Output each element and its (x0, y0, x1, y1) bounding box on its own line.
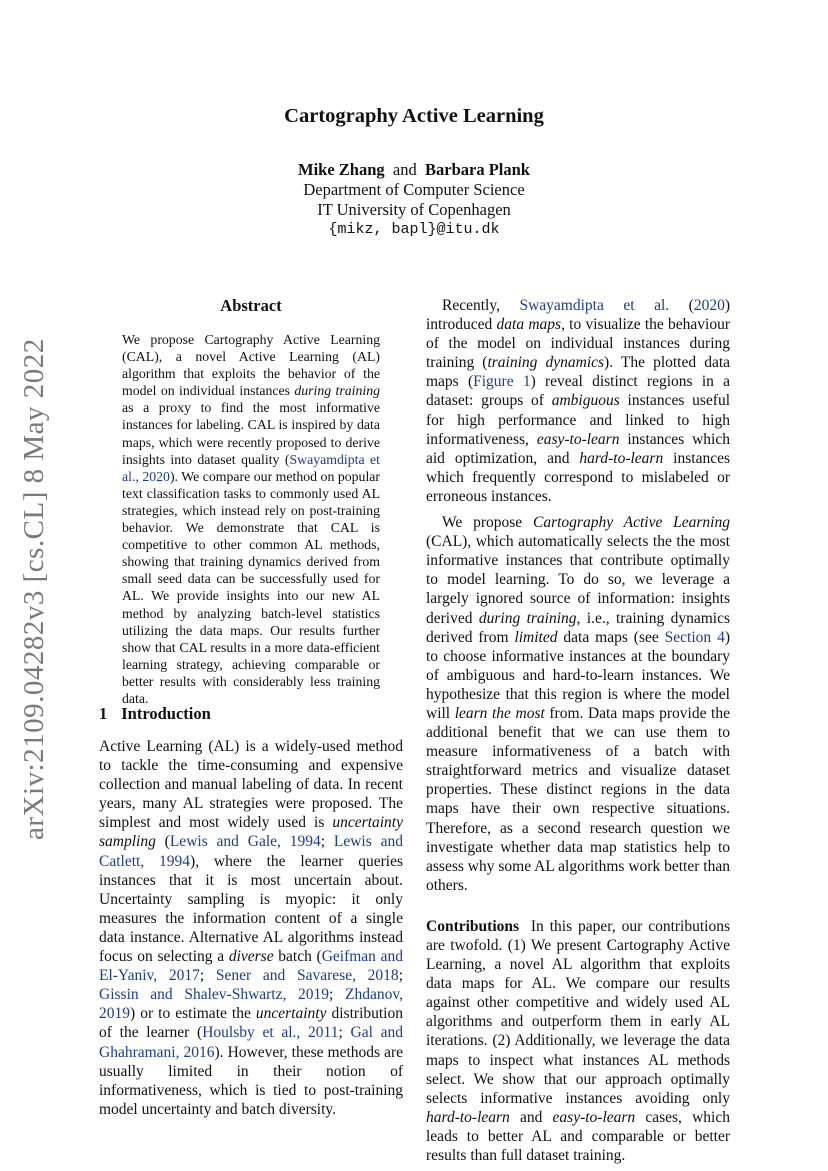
section-number: 1 (99, 704, 108, 723)
citation-link[interactable]: Sener and Savarese, 2018 (215, 967, 399, 985)
citation-link[interactable]: Geifman and El-Yaniv, 2017 (99, 948, 404, 985)
paragraph-heading: Contributions (426, 917, 520, 935)
author-block (0, 160, 828, 240)
citation-link[interactable]: Lewis and Gale, 1994 (169, 833, 321, 851)
author-email: {mikz, bapl}@itu.dk (328, 221, 500, 238)
paragraph-data-maps: Recently, Swayamdipta et al. (2020) introduced data maps, to visualize the behaviour of the model on individual instances during training (training dynamics). The plotted data maps (Figure 1) reveal distinct regions in a dataset: groups of ambiguous instances useful for high performance and linked to high informativeness, easy-to-learn instances which aid optimization, and hard-to-learn instances which frequently correspond to mislabeled or erroneous instances. (426, 297, 731, 505)
abstract-text: We propose Cartography Active Learning (CAL), a novel Active Learning (AL) algorithm that exploits the behavior of the model on individual instances during training as a proxy to find the most informative instances for labeling. CAL is inspired by data maps, which were recently proposed to derive insights into dataset quality (Swayamdipta et al., 2020). We compare our method on popular text classification tasks to commonly used AL strategies, which instead rely on post-training behavior. We demonstrate that CAL is competitive to other common AL methods, showing that training dynamics derived from small seed data can be successfully used for AL. We provide insights into our new AL method by analyzing batch-level statistics utilizing the data maps. Our results further show that CAL results in a more data-efficient learning strategy, achieving comparable or better results with considerably less training data. (122, 332, 380, 706)
section-link[interactable]: Section 4 (664, 628, 725, 646)
figure-link[interactable]: Figure 1 (473, 373, 531, 391)
intro-paragraph: Active Learning (AL) is a widely-used method to tackle the time-consuming and expensive collection and manual labeling of data. In recent years, many AL strategies were proposed. The simplest and most widely used is uncertainty sampling (Lewis and Gale, 1994; Lewis and Catlett, 1994), where the learner queries instances that it is most uncertain about. Uncertainty sampling is myopic: it only measures the information content of a single data instance. Alternative AL algorithms instead focus on selecting a diverse batch (Geifman and El-Yaniv, 2017; Sener and Savarese, 2018; Gissin and Shalev-Shwartz, 2019; Zhdanov, 2019) or to estimate the uncertainty distribution of the learner (Houlsby et al., 2011; Gal and Ghahramani, 2016). However, these methods are usually limited in their notion of informativeness, which is tied to post-training model uncertainty and batch diversity. (99, 738, 404, 1118)
right-column (426, 296, 730, 1165)
abstract-heading: Abstract (220, 296, 282, 315)
citation-link[interactable]: Lewis and Catlett, 1994 (99, 833, 403, 870)
citation-link[interactable]: Gal and Ghahramani, 2016 (99, 1024, 403, 1061)
affiliation-dept: Department of Computer Science (303, 180, 525, 199)
author-names (0, 160, 828, 180)
arxiv-identifier: arXiv:2109.04282v3 [cs.CL] 8 May 2022 (18, 338, 50, 840)
citation-link[interactable]: Gissin and Shalev-Shwartz, 2019 (99, 986, 330, 1004)
citation-link[interactable]: Houlsby et al., 2011 (202, 1024, 339, 1042)
section-heading-introduction (99, 704, 211, 724)
citation-link[interactable]: Swayamdipta et al. (519, 297, 670, 314)
paragraph-proposal: We propose Cartography Active Learning (CAL), which automatically selects the the most informative instances that contribute optimally to model learning. To do so, we leverage a largely ignored source of information: insights derived during training, i.e., training dynamics derived from limited data maps (see Section 4) to choose informative instances at the boundary of ambiguous and hard-to-learn instances. We hypothesize that this region is where the model will learn the most from. Data maps provide the additional benefit that we can use them to measure informativeness of a batch with straightforward metrics and visualize dataset properties. These distinct regions in the data maps have their own respective situations. Therefore, as a second research question we investigate whether data map statistics help to assess why some AL algorithms work better than others. (426, 514, 730, 894)
paragraph-contributions: Contributions In this paper, our contributions are twofold. (1) We present Cartography Active Learning, a novel AL algorithm that exploits data maps for AL. We compare our results against other competitive and widely used AL algorithms and outperform them in early AL iterations. (2) Additionally, we leverage the data maps to inspect what instances AL methods select. We show that our approach optimally selects informative instances avoiding only hard-to-learn and easy-to-learn cases, which leads to better AL and comparable or better results than full dataset training. (426, 917, 730, 1165)
citation-link[interactable]: Swayamdipta et al., 2020 (122, 451, 380, 484)
citation-link[interactable]: Zhdanov, 2019 (99, 986, 403, 1023)
author-name: Mike Zhang (298, 160, 385, 179)
author-name: Barbara Plank (425, 160, 530, 179)
author-conjunction: and (392, 160, 417, 179)
paper-title: Cartography Active Learning (284, 105, 544, 127)
section-title: Introduction (121, 704, 211, 723)
affiliation-univ: IT University of Copenhagen (317, 200, 511, 219)
citation-link[interactable]: 2020 (693, 297, 725, 314)
